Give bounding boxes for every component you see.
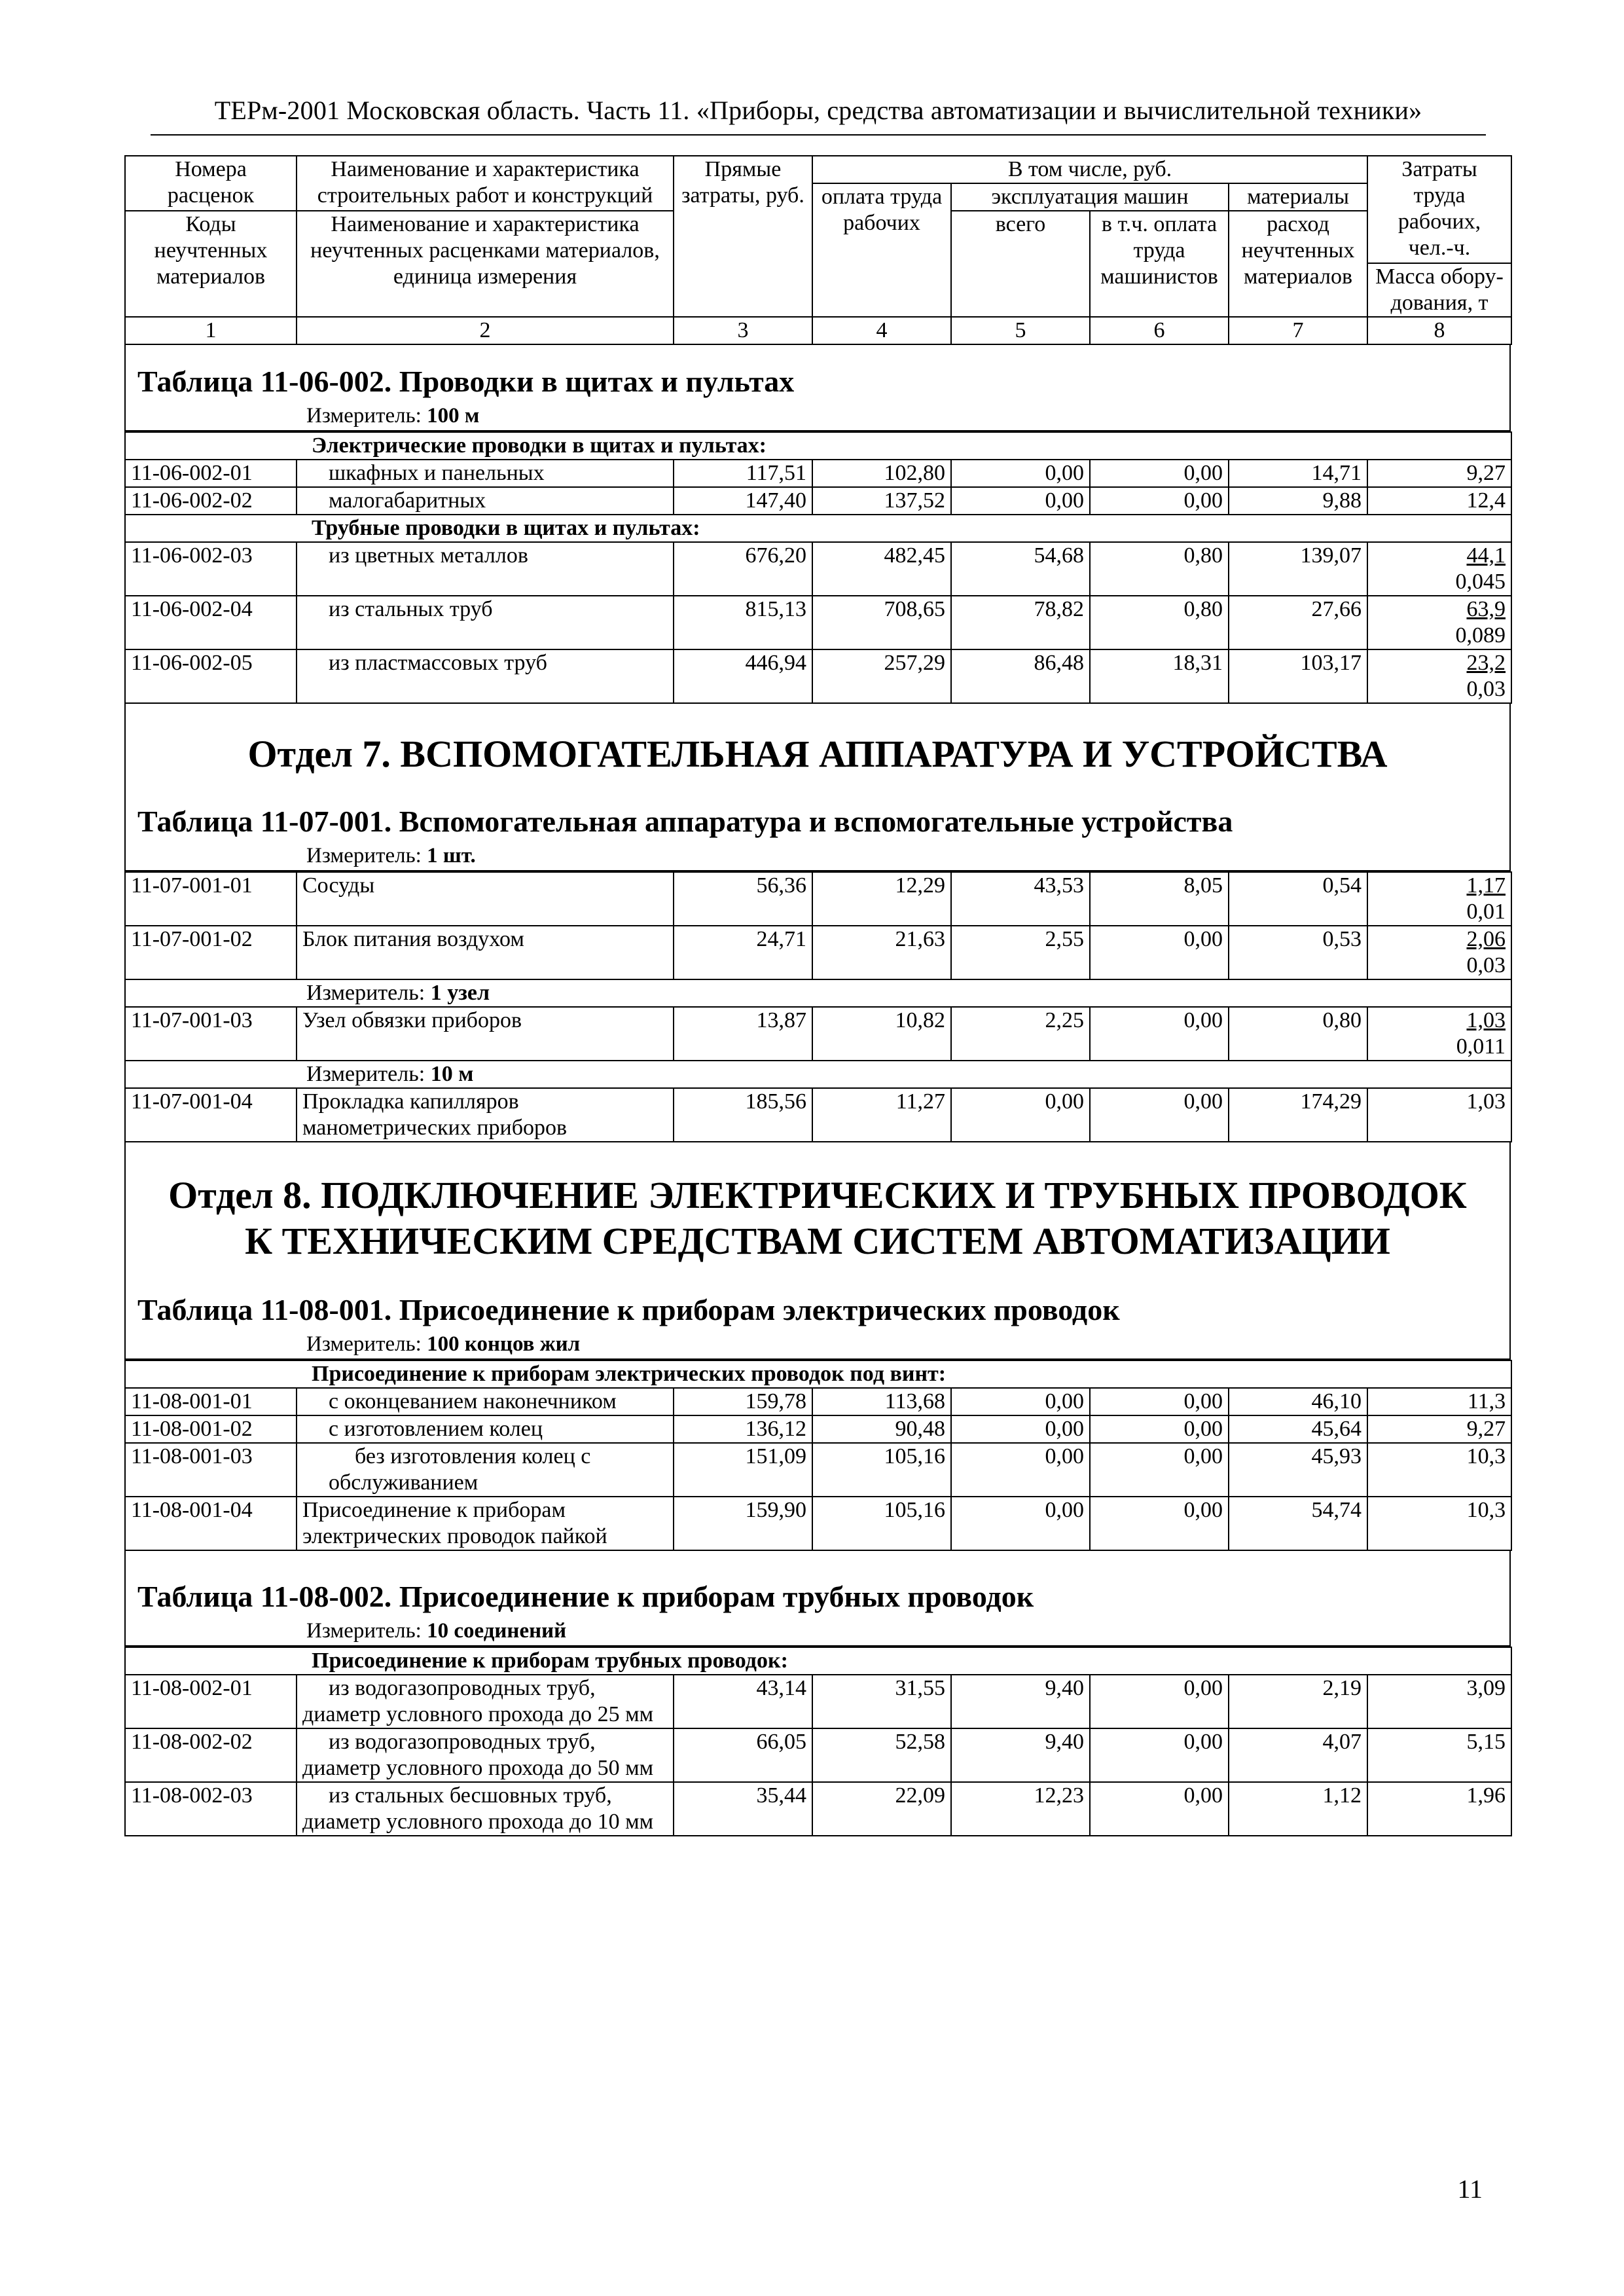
- machinist-labor: 0,00: [1090, 1675, 1229, 1728]
- subsection-heading: Присоединение к приборам электрических проводок под винт:: [125, 1360, 1511, 1388]
- table-row: [125, 649, 1511, 703]
- table-row: [125, 1443, 1511, 1497]
- col1-bottom-header: Коды неучтенных материалов: [125, 211, 297, 317]
- table-row: [125, 460, 1511, 487]
- row-code: 11-07-001-01: [125, 872, 297, 926]
- table-row: [125, 1388, 1511, 1415]
- machine-cost: 2,25: [951, 1007, 1090, 1061]
- row-name: без изготовления колец с обслуживанием: [297, 1443, 674, 1497]
- materials-cost: 1,12: [1229, 1782, 1367, 1836]
- col-number: 4: [812, 317, 951, 344]
- machine-cost: 0,00: [951, 487, 1090, 515]
- labor-cost: 12,29: [812, 872, 951, 926]
- hours-mass-cell: [1367, 872, 1511, 926]
- measure-value: 10 соединений: [427, 1619, 567, 1643]
- row-name: Узел обвязки приборов: [297, 1007, 674, 1061]
- materials-cost: 0,53: [1229, 926, 1367, 979]
- row-code: 11-08-002-03: [125, 1782, 297, 1836]
- table-row: [125, 872, 1511, 926]
- direct-cost: 24,71: [674, 926, 812, 979]
- direct-cost: 151,09: [674, 1443, 812, 1497]
- labor-hours: 63,9: [1466, 597, 1506, 621]
- row-name: из пластмассовых труб: [297, 649, 674, 703]
- col4-header: оплата труда рабочих: [812, 183, 951, 317]
- labor-hours: 5,15: [1367, 1728, 1511, 1782]
- measure-value: 100 м: [427, 404, 480, 428]
- row-code: 11-06-002-04: [125, 596, 297, 649]
- materials-cost: 4,07: [1229, 1728, 1367, 1782]
- labor-cost: 22,09: [812, 1782, 951, 1836]
- labor-cost: 90,48: [812, 1415, 951, 1443]
- materials-cost: 2,19: [1229, 1675, 1367, 1728]
- machinist-labor: 0,00: [1090, 1415, 1229, 1443]
- labor-hours: 11,3: [1367, 1388, 1511, 1415]
- direct-cost: 159,78: [674, 1388, 812, 1415]
- measure-line: [125, 1061, 1511, 1088]
- labor-hours: 1,03: [1466, 1008, 1506, 1032]
- table-11-08-001: [124, 1360, 1512, 1551]
- machinist-labor: 0,00: [1090, 926, 1229, 979]
- row-name: Блок питания воздухом: [297, 926, 674, 979]
- row-code: 11-07-001-04: [125, 1088, 297, 1142]
- machinist-labor: 0,00: [1090, 1497, 1229, 1550]
- col-number: 1: [125, 317, 297, 344]
- machinist-labor: 0,80: [1090, 542, 1229, 596]
- row-name: с оконцеванием наконечником: [297, 1388, 674, 1415]
- hours-mass-cell: [1367, 649, 1511, 703]
- machine-cost: 0,00: [951, 1088, 1090, 1142]
- hours-mass-cell: [1367, 542, 1511, 596]
- row-code: 11-08-002-02: [125, 1728, 297, 1782]
- measure-label: Измеритель:: [306, 1062, 425, 1086]
- table-row: [125, 1415, 1511, 1443]
- col-number: 7: [1229, 317, 1367, 344]
- machinist-labor: 0,00: [1090, 487, 1229, 515]
- measure-value: 10 м: [430, 1062, 474, 1086]
- labor-cost: 482,45: [812, 542, 951, 596]
- direct-cost: 35,44: [674, 1782, 812, 1836]
- machinist-labor: 0,00: [1090, 1388, 1229, 1415]
- direct-cost: 117,51: [674, 460, 812, 487]
- machine-cost: 54,68: [951, 542, 1090, 596]
- equipment-mass: 0,03: [1466, 677, 1506, 701]
- direct-cost: 136,12: [674, 1415, 812, 1443]
- measure-line: [137, 1616, 1498, 1645]
- col-number: 6: [1090, 317, 1229, 344]
- subsection-heading: Электрические проводки в щитах и пультах:: [125, 432, 1511, 460]
- machine-cost: 0,00: [951, 1415, 1090, 1443]
- measure-label: Измеритель:: [306, 981, 425, 1005]
- measure-value: 1 узел: [430, 981, 490, 1005]
- table-row: [125, 542, 1511, 596]
- materials-cost: 103,17: [1229, 649, 1367, 703]
- equipment-mass: 0,045: [1455, 570, 1506, 594]
- labor-hours: 9,27: [1367, 1415, 1511, 1443]
- labor-hours: 1,03: [1367, 1088, 1511, 1142]
- labor-cost: 137,52: [812, 487, 951, 515]
- col8-top-header: Затраты труда рабочих, чел.-ч.: [1367, 156, 1511, 263]
- row-name: с изготовлением колец: [297, 1415, 674, 1443]
- direct-cost: 815,13: [674, 596, 812, 649]
- machinist-labor: 0,00: [1090, 1728, 1229, 1782]
- labor-hours: 44,1: [1466, 543, 1506, 568]
- col6-header: в т.ч. оплата труда машинистов: [1090, 211, 1229, 317]
- machinist-labor: 8,05: [1090, 872, 1229, 926]
- labor-cost: 52,58: [812, 1728, 951, 1782]
- row-code: 11-06-002-05: [125, 649, 297, 703]
- department-7-block: [124, 704, 1511, 871]
- equipment-mass: 0,01: [1466, 900, 1506, 924]
- machine-cost: 12,23: [951, 1782, 1090, 1836]
- table-row: [125, 596, 1511, 649]
- labor-cost: 10,82: [812, 1007, 951, 1061]
- row-code: 11-08-001-02: [125, 1415, 297, 1443]
- col7-header: расход неучтенных материалов: [1229, 211, 1367, 317]
- labor-hours: 9,27: [1367, 460, 1511, 487]
- table-row: [125, 1088, 1511, 1142]
- subsection-heading: Трубные проводки в щитах и пультах:: [125, 515, 1511, 542]
- measure-label: Измеритель:: [306, 1619, 422, 1643]
- table-row: [125, 1728, 1511, 1782]
- table-row: [125, 1782, 1511, 1836]
- measure-label: Измеритель:: [306, 844, 422, 867]
- machinist-labor: 0,00: [1090, 1443, 1229, 1497]
- machine-cost: 9,40: [951, 1728, 1090, 1782]
- col-number: 5: [951, 317, 1090, 344]
- row-name: Прокладка капилляров манометрических приборов: [297, 1088, 674, 1142]
- col3-header: Прямые затраты, руб.: [674, 156, 812, 317]
- table-11-06-002-heading-block: [124, 345, 1511, 431]
- department-title-line2: К ТЕХНИЧЕСКИМ СРЕДСТВАМ СИСТЕМ АВТОМАТИЗАЦИИ: [245, 1220, 1390, 1262]
- materials-cost: 174,29: [1229, 1088, 1367, 1142]
- col-number: 8: [1367, 317, 1511, 344]
- header-rule: [151, 134, 1486, 136]
- labor-cost: 708,65: [812, 596, 951, 649]
- row-code: 11-07-001-03: [125, 1007, 297, 1061]
- measure-line: [137, 841, 1498, 870]
- labor-hours: 10,3: [1367, 1497, 1511, 1550]
- machine-cost: 9,40: [951, 1675, 1090, 1728]
- materials-header: материалы: [1229, 183, 1367, 211]
- machine-cost: 2,55: [951, 926, 1090, 979]
- equipment-mass: 0,089: [1455, 623, 1506, 647]
- direct-cost: 66,05: [674, 1728, 812, 1782]
- direct-cost: 159,90: [674, 1497, 812, 1550]
- materials-cost: 14,71: [1229, 460, 1367, 487]
- column-header-table: [124, 155, 1512, 318]
- row-code: 11-08-001-04: [125, 1497, 297, 1550]
- table-row: [125, 1497, 1511, 1550]
- row-name: из цветных металлов: [297, 542, 674, 596]
- col2-bottom-header: Наименование и характеристика неучтенных расценками материалов, единица измерения: [297, 211, 674, 317]
- col-number: 3: [674, 317, 812, 344]
- col-number: 2: [297, 317, 674, 344]
- running-header: ТЕРм-2001 Московская область. Часть 11. «Приборы, средства автоматизации и вычислительной техники»: [214, 96, 1422, 125]
- materials-cost: 9,88: [1229, 487, 1367, 515]
- main-content: [124, 155, 1511, 1836]
- labor-cost: 257,29: [812, 649, 951, 703]
- labor-cost: 102,80: [812, 460, 951, 487]
- direct-cost: 43,14: [674, 1675, 812, 1728]
- table-11-07-001: [124, 871, 1512, 1142]
- measure-value: 1 шт.: [427, 844, 476, 867]
- department-8-block: [124, 1142, 1511, 1360]
- measure-label: Измеритель:: [306, 404, 422, 428]
- machine-cost: 0,00: [951, 1497, 1090, 1550]
- materials-cost: 27,66: [1229, 596, 1367, 649]
- machines-header: эксплуатация машин: [951, 183, 1229, 211]
- table-row: [125, 926, 1511, 979]
- measure-line: [125, 979, 1511, 1007]
- labor-cost: 31,55: [812, 1675, 951, 1728]
- row-name: Присоединение к приборам электрических проводок пайкой: [297, 1497, 674, 1550]
- machinist-labor: 0,00: [1090, 1007, 1229, 1061]
- materials-cost: 0,80: [1229, 1007, 1367, 1061]
- direct-cost: 56,36: [674, 872, 812, 926]
- page-number: 11: [1457, 2174, 1483, 2204]
- row-code: 11-08-001-03: [125, 1443, 297, 1497]
- row-name: малогабаритных: [297, 487, 674, 515]
- machine-cost: 0,00: [951, 460, 1090, 487]
- labor-hours: 1,96: [1367, 1782, 1511, 1836]
- labor-hours: 10,3: [1367, 1443, 1511, 1497]
- machine-cost: 86,48: [951, 649, 1090, 703]
- labor-hours: 2,06: [1466, 927, 1506, 951]
- direct-cost: 446,94: [674, 649, 812, 703]
- labor-cost: 113,68: [812, 1388, 951, 1415]
- equipment-mass: 0,03: [1466, 953, 1506, 977]
- labor-hours: 12,4: [1367, 487, 1511, 515]
- machinist-labor: 18,31: [1090, 649, 1229, 703]
- table-title: Таблица 11-08-001. Присоединение к приборам электрических проводок: [137, 1293, 1120, 1326]
- row-name: из водогазопроводных труб, диаметр условного прохода до 25 мм: [297, 1675, 674, 1728]
- machine-cost: 0,00: [951, 1443, 1090, 1497]
- labor-cost: 11,27: [812, 1088, 951, 1142]
- materials-cost: 46,10: [1229, 1388, 1367, 1415]
- table-row: [125, 487, 1511, 515]
- materials-cost: 54,74: [1229, 1497, 1367, 1550]
- machinist-labor: 0,00: [1090, 460, 1229, 487]
- labor-hours: 23,2: [1466, 651, 1506, 675]
- row-code: 11-06-002-02: [125, 487, 297, 515]
- row-code: 11-06-002-01: [125, 460, 297, 487]
- labor-hours: 3,09: [1367, 1675, 1511, 1728]
- row-name: из стальных труб: [297, 596, 674, 649]
- row-name: из стальных бесшовных труб, диаметр условного прохода до 10 мм: [297, 1782, 674, 1836]
- subsection-heading: Присоединение к приборам трубных проводок:: [125, 1647, 1511, 1675]
- table-11-08-002-heading-block: [124, 1551, 1511, 1647]
- department-title: Отдел 7. ВСПОМОГАТЕЛЬНАЯ АППАРАТУРА И УСТРОЙСТВА: [247, 733, 1388, 775]
- measure-line: [137, 1330, 1498, 1358]
- direct-cost: 147,40: [674, 487, 812, 515]
- table-11-06-002: [124, 431, 1512, 704]
- col8-bottom-header: Масса обору-дования, т: [1367, 263, 1511, 317]
- machinist-labor: 0,80: [1090, 596, 1229, 649]
- materials-cost: 139,07: [1229, 542, 1367, 596]
- measure-value: 100 концов жил: [427, 1332, 581, 1356]
- labor-hours: 1,17: [1466, 873, 1506, 898]
- direct-cost: 185,56: [674, 1088, 812, 1142]
- measure-line: [137, 401, 1498, 430]
- materials-cost: 0,54: [1229, 872, 1367, 926]
- row-name: Сосуды: [297, 872, 674, 926]
- hours-mass-cell: [1367, 926, 1511, 979]
- table-title: Таблица 11-06-002. Проводки в щитах и пультах: [137, 365, 795, 398]
- row-code: 11-08-002-01: [125, 1675, 297, 1728]
- row-code: 11-08-001-01: [125, 1388, 297, 1415]
- materials-cost: 45,64: [1229, 1415, 1367, 1443]
- col1-top-header: Номера расценок: [125, 156, 297, 211]
- row-code: 11-06-002-03: [125, 542, 297, 596]
- row-code: 11-07-001-02: [125, 926, 297, 979]
- machinist-labor: 0,00: [1090, 1088, 1229, 1142]
- table-row: [125, 1675, 1511, 1728]
- labor-cost: 105,16: [812, 1497, 951, 1550]
- direct-cost: 676,20: [674, 542, 812, 596]
- table-title: Таблица 11-07-001. Вспомогательная аппаратура и вспомогательные устройства: [137, 805, 1233, 838]
- hours-mass-cell: [1367, 1007, 1511, 1061]
- hours-mass-cell: [1367, 596, 1511, 649]
- machine-cost: 78,82: [951, 596, 1090, 649]
- materials-cost: 45,93: [1229, 1443, 1367, 1497]
- machine-cost: 0,00: [951, 1388, 1090, 1415]
- row-name: шкафных и панельных: [297, 460, 674, 487]
- table-11-08-002: [124, 1647, 1512, 1836]
- labor-cost: 21,63: [812, 926, 951, 979]
- incl-header: В том числе, руб.: [812, 156, 1367, 183]
- row-name: из водогазопроводных труб, диаметр условного прохода до 50 мм: [297, 1728, 674, 1782]
- table-title: Таблица 11-08-002. Присоединение к приборам трубных проводок: [137, 1580, 1034, 1613]
- direct-cost: 13,87: [674, 1007, 812, 1061]
- table-row: [125, 1007, 1511, 1061]
- equipment-mass: 0,011: [1456, 1034, 1506, 1059]
- labor-cost: 105,16: [812, 1443, 951, 1497]
- machinist-labor: 0,00: [1090, 1782, 1229, 1836]
- col2-top-header: Наименование и характеристика строительных работ и конструкций: [297, 156, 674, 211]
- col5-header: всего: [951, 211, 1090, 317]
- department-title: Отдел 8. ПОДКЛЮЧЕНИЕ ЭЛЕКТРИЧЕСКИХ И ТРУБНЫХ ПРОВОДОК: [168, 1174, 1467, 1216]
- machine-cost: 43,53: [951, 872, 1090, 926]
- measure-label: Измеритель:: [306, 1332, 422, 1356]
- column-numbers-row: [124, 316, 1512, 345]
